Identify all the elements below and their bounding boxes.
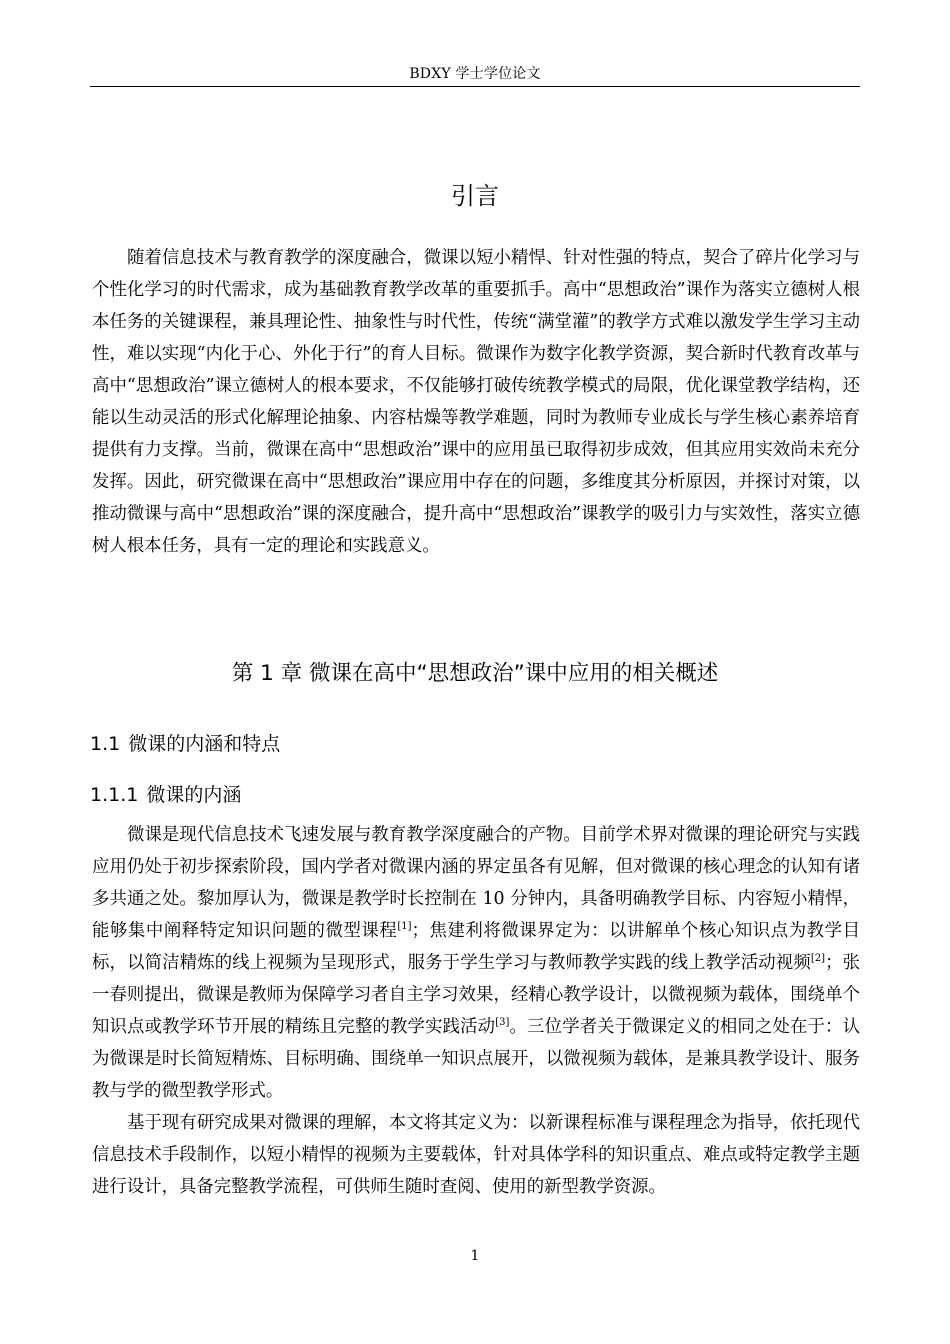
paragraph-text-part2: ；焦建利将微课界定为：以讲解单个核心知识点为教学目标，以简洁精炼的线上视频为呈现形式，服务于学生学习与教师教学实践的线上教学活动视频	[92, 921, 860, 973]
paragraph-text-part1: 微课是现代信息技术飞速发展与教育教学深度融合的产物。目前学术界对微课的理论研究与实践应用仍处于初步探索阶段，国内学者对微课内涵的界定虽各有见解，但对微课的核心理念的认知有诸多共通之处。黎加厚认为，微课是教学时长控制在 10 分钟内，具备明确教学目标、内容短小精悍，能够集中阐释特定知识问题的微型课程	[92, 825, 860, 941]
introduction-heading: 引言	[451, 182, 499, 210]
citation-3: [3]	[495, 1017, 510, 1028]
introduction-paragraph: 随着信息技术与教育教学的深度融合，微课以短小精悍、针对性强的特点，契合了碎片化学习与个性化学习的时代需求，成为基础教育教学改革的重要抓手。高中“思想政治”课作为落实立德树人根本任务的关键课程，兼具理论性、抽象性与时代性，传统“满堂灌”的教学方式难以激发学生学习主动性，难以实现“内化于心、外化于行”的育人目标。微课作为数字化教学资源，契合新时代教育改革与高中“思想政治”课立德树人的根本要求，不仅能够打破传统教学模式的局限，优化课堂教学结构，还能以生动灵活的形式化解理论抽象、内容枯燥等教学难题，同时为教师专业成长与学生核心素养培育提供有力支撑。当前，微课在高中“思想政治”课中的应用虽已取得初步成效，但其应用实效尚未充分发挥。因此，研究微课在高中“思想政治”课应用中存在的问题，多维度其分析原因，并探讨对策，以推动微课与高中“思想政治”课的深度融合，提升高中“思想政治”课教学的吸引力与实效性，落实立德树人根本任务，具有一定的理论和实践意义。	[92, 248, 860, 556]
paragraph-text-part4: 。三位学者关于微课定义的相同之处在于：认为微课是时长简短精炼、目标明确、围绕单一知识点展开，以微视频为载体，是兼具教学设计、服务教与学的微型教学形式。	[92, 1017, 860, 1101]
chapter-1-title: 第 1 章 微课在高中“思想政治”课中应用的相关概述	[231, 661, 719, 686]
section-1-1-1-heading	[90, 781, 241, 809]
section-1-1-1-number: 1.1.1	[90, 784, 139, 806]
citation-2: [2]	[810, 953, 826, 964]
citation-1: [1]	[397, 921, 412, 932]
section-1-1-heading	[90, 730, 280, 758]
section-1-1-number: 1.1	[90, 733, 121, 755]
section-1-1-title: 微课的内涵和特点	[128, 733, 281, 755]
running-header: BDXY 学士学位论文	[409, 66, 541, 82]
header-divider	[90, 86, 860, 87]
micro-lecture-definition-paragraph	[92, 819, 860, 1107]
author-definition-paragraph: 基于现有研究成果对微课的理解，本文将其定义为：以新课程标准与课程理念为指导，依托现代信息技术手段制作，以短小精悍的视频为主要载体，针对具体学科的知识重点、难点或特定教学主题进行设计，具备完整教学流程，可供师生随时查阅、使用的新型教学资源。	[92, 1113, 860, 1197]
paragraph-text-part3: ；张一春则提出，微课是教师为保障学习者自主学习效果，经精心教学设计，以微视频为载体，围绕单个知识点或教学环节开展的精练且完整的教学实践活动	[92, 953, 860, 1037]
page-number: 1	[470, 1248, 480, 1264]
section-1-1-1-title: 微课的内涵	[146, 784, 242, 806]
